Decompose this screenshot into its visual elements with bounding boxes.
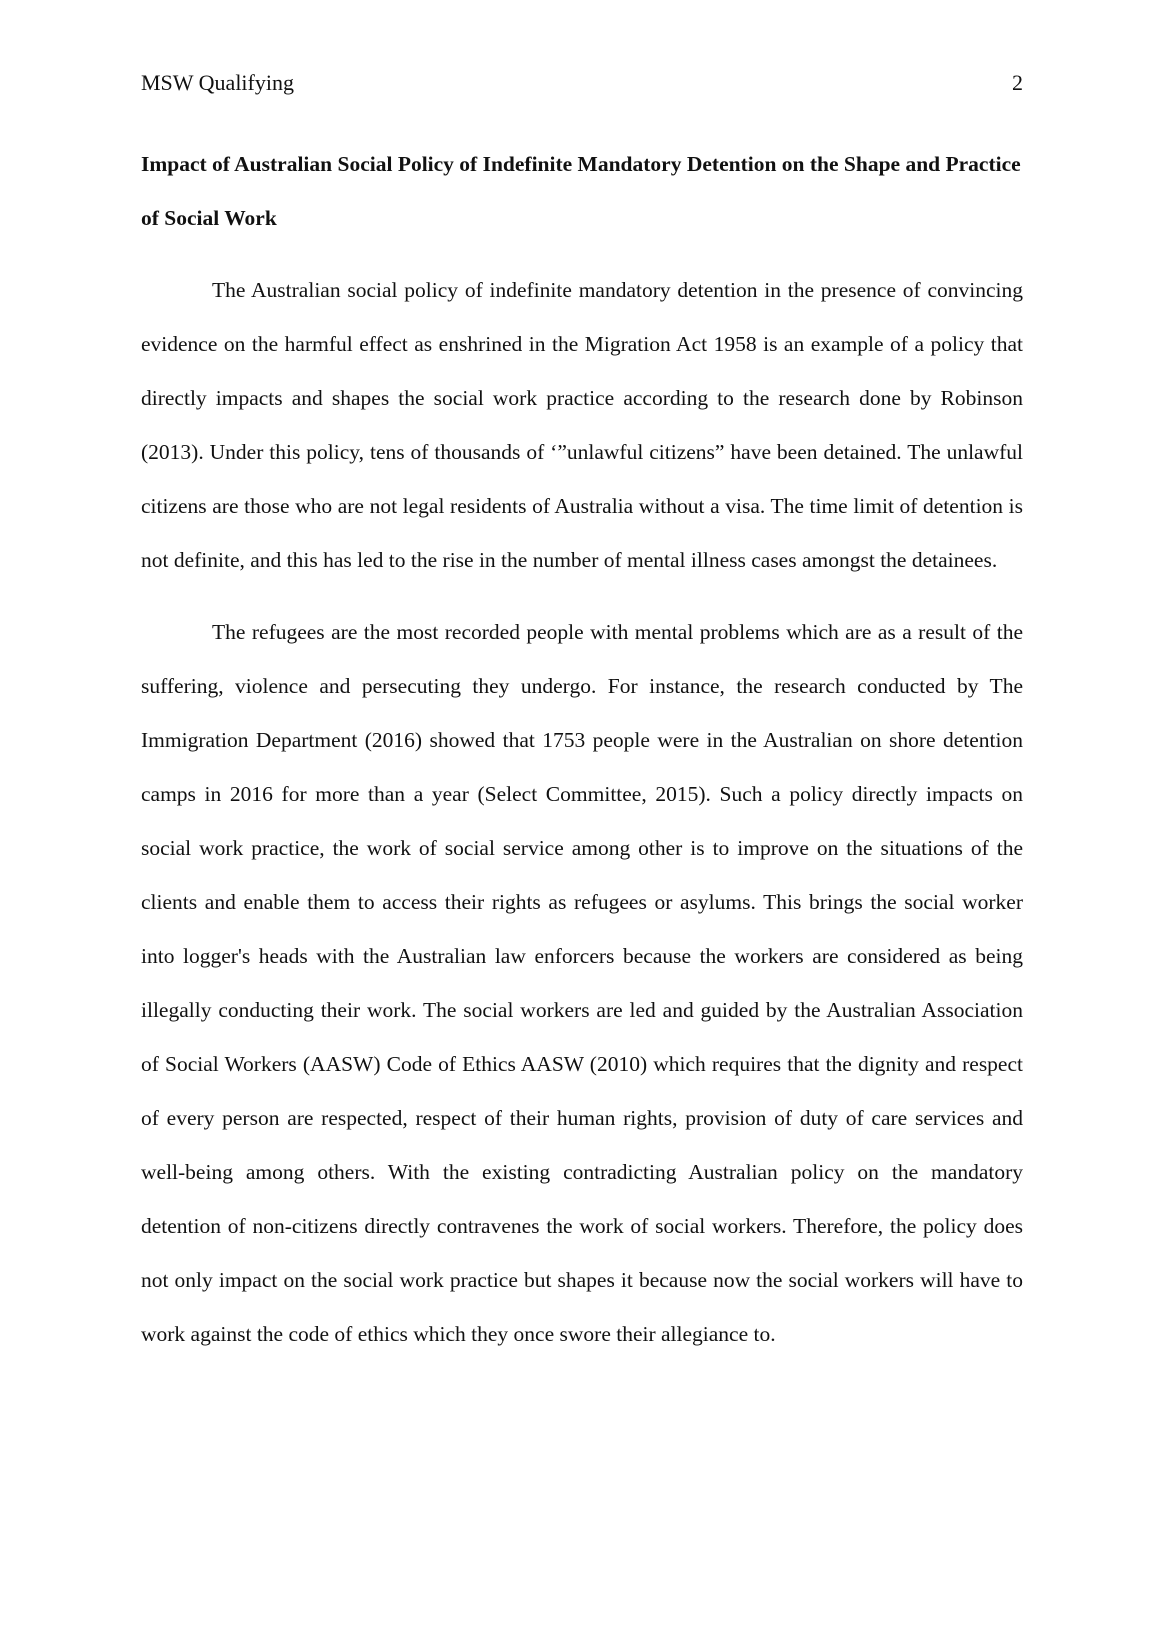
page-number: 2 xyxy=(1012,70,1023,95)
paragraph-1: The Australian social policy of indefinite mandatory detention in the presence of convincing evidence on the harmful effect as enshrined in the Migration Act 1958 is an example of a policy that directly impacts and shapes the social work practice according to the research done by Robinson (2013). Under this policy, tens of thousands of ‘”unlawful citizens” have been detained. The unlawful citizens are those who are not legal residents of Australia without a visa. The time limit of detention is not definite, and this has led to the rise in the number of mental illness cases amongst the detainees. xyxy=(141,278,1023,572)
running-head-text: MSW Qualifying xyxy=(141,70,294,95)
paragraph-2: The refugees are the most recorded people with mental problems which are as a result of the suffering, violence and persecuting they undergo. For instance, the research conducted by The Immigration Department (2016) showed that 1753 people were in the Australian on shore detention camps in 2016 for more than a year (Select Committee, 2015). Such a policy directly impacts on social work practice, the work of social service among other is to improve on the situations of the clients and enable them to access their rights as refugees or asylums. This brings the social worker into logger's heads with the Australian law enforcers because the workers are considered as being illegally conducting their work. The social workers are led and guided by the Australian Association of Social Workers (AASW) Code of Ethics AASW (2010) which requires that the dignity and respect of every person are respected, respect of their human rights, provision of duty of care services and well-being among others. With the existing contradicting Australian policy on the mandatory detention of non-citizens directly contravenes the work of social workers. Therefore, the policy does not only impact on the social work practice but shapes it because now the social workers will have to work against the code of ethics which they once swore their allegiance to. xyxy=(141,620,1023,1346)
document-title: Impact of Australian Social Policy of Indefinite Mandatory Detention on the Shape and Practice of Social Work xyxy=(141,152,1021,230)
document-body xyxy=(141,137,1023,1361)
page-header xyxy=(141,66,1023,100)
